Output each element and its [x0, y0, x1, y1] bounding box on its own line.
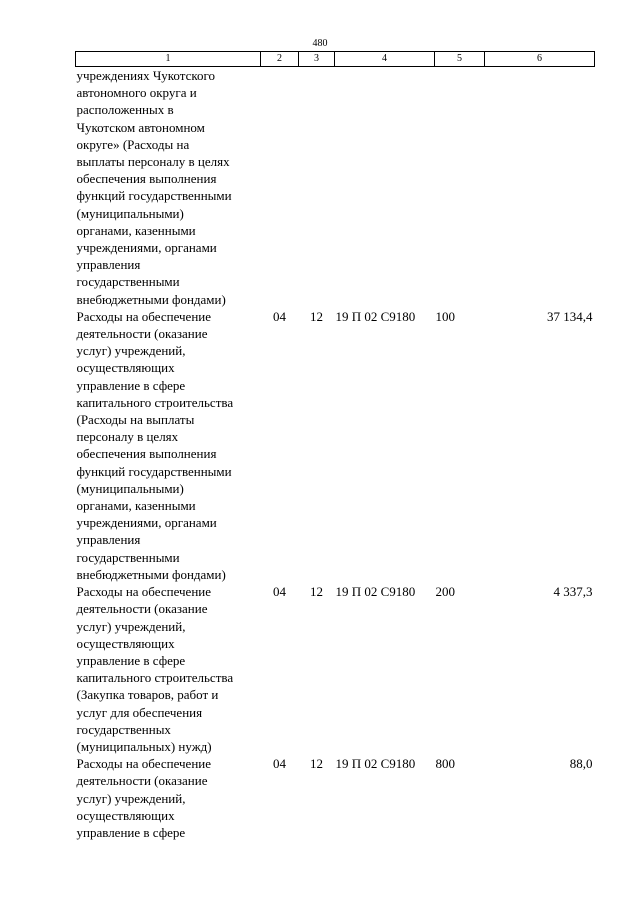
- description-line: осуществляющих: [76, 807, 175, 823]
- header-col-5: 5: [435, 52, 485, 67]
- description-line: управление в сфере: [76, 377, 186, 393]
- description-line: функций государственными: [76, 188, 232, 204]
- description-line: функций государственными: [76, 463, 232, 479]
- row-amount: 88,0: [569, 756, 593, 772]
- description-line: учреждениях Чукотского: [76, 68, 216, 83]
- description-line: услуг) учреждений,: [76, 343, 186, 359]
- description-line: деятельности (оказание: [76, 601, 208, 617]
- row-expense-type: 100: [435, 308, 455, 324]
- description-line: выплаты персоналу в целях: [76, 154, 230, 170]
- description-line: расположенных в: [76, 102, 174, 118]
- description-line: услуг для обеспечения: [76, 704, 203, 720]
- header-row: [76, 52, 595, 67]
- description-line: Расходы на обеспечение: [76, 308, 212, 324]
- description-line: (муниципальных) нужд): [76, 738, 212, 754]
- table-row: [76, 67, 595, 308]
- description-line: обеспечения выполнения: [76, 171, 217, 187]
- description-line: персоналу в целях: [76, 429, 179, 445]
- row-target-code: 19 П 02 С9180: [335, 584, 416, 600]
- description-line: деятельности (оказание: [76, 773, 208, 789]
- row-target-code: [335, 67, 435, 308]
- row-section: [261, 67, 299, 308]
- description-line: управление в сфере: [76, 652, 186, 668]
- description-line: государственными: [76, 549, 180, 565]
- row-expense-type: 800: [435, 756, 455, 772]
- description-line: округе» (Расходы на: [76, 136, 190, 152]
- description-line: обеспечения выполнения: [76, 446, 217, 462]
- table-body: [76, 67, 595, 842]
- description-line: внебюджетными фондами): [76, 291, 226, 307]
- table-row: [76, 755, 595, 841]
- description-line: Расходы на обеспечение: [76, 756, 212, 772]
- description-line: услуг) учреждений,: [76, 618, 186, 634]
- row-subsection: [299, 67, 335, 308]
- header-col-4: 4: [335, 52, 435, 67]
- table-row: [76, 308, 595, 583]
- row-target-code: 19 П 02 С9180: [335, 308, 416, 324]
- table-header: [76, 52, 595, 67]
- description-line: (муниципальными): [76, 205, 184, 221]
- description-line: внебюджетными фондами): [76, 566, 226, 582]
- description-line: (Закупка товаров, работ и: [76, 687, 219, 703]
- row-target-code: 19 П 02 С9180: [335, 756, 416, 772]
- description-line: государственных: [76, 721, 171, 737]
- description-line: государственными: [76, 274, 180, 290]
- page-number: 480: [312, 38, 328, 49]
- row-amount: 4 337,3: [553, 584, 593, 600]
- description-line: учреждениями, органами: [76, 240, 217, 256]
- row-expense-type: 200: [435, 584, 455, 600]
- header-col-2: 2: [261, 52, 299, 67]
- header-col-6: 6: [485, 52, 595, 67]
- description-line: капитального строительства: [76, 670, 234, 686]
- description-line: Расходы на обеспечение: [76, 584, 212, 600]
- description-line: деятельности (оказание: [76, 326, 208, 342]
- budget-table: [75, 51, 595, 841]
- table-row: [76, 583, 595, 755]
- description-line: услуг) учреждений,: [76, 790, 186, 806]
- row-subsection: 12: [310, 756, 323, 772]
- row-subsection: 12: [310, 584, 323, 600]
- row-description: [76, 308, 261, 583]
- row-expense-type: [435, 67, 485, 308]
- row-section: 04: [273, 584, 286, 600]
- description-line: управление в сфере: [76, 824, 186, 840]
- description-line: управления: [76, 257, 141, 273]
- header-col-3: 3: [299, 52, 335, 67]
- row-description: [76, 583, 261, 755]
- description-line: капитального строительства: [76, 394, 234, 410]
- description-line: (Расходы на выплаты: [76, 412, 195, 428]
- row-section: 04: [273, 308, 286, 324]
- description-line: осуществляющих: [76, 360, 175, 376]
- row-section: 04: [273, 756, 286, 772]
- description-line: автономного округа и: [76, 85, 197, 101]
- description-line: учреждениями, органами: [76, 515, 217, 531]
- description-line: (муниципальными): [76, 480, 184, 496]
- description-line: управления: [76, 532, 141, 548]
- description-line: осуществляющих: [76, 635, 175, 651]
- row-amount: [485, 67, 595, 308]
- header-col-1: 1: [76, 52, 261, 67]
- description-line: органами, казенными: [76, 498, 196, 514]
- row-amount: 37 134,4: [547, 308, 593, 324]
- row-subsection: 12: [310, 308, 323, 324]
- row-description: [76, 67, 261, 308]
- description-line: Чукотском автономном: [76, 119, 205, 135]
- description-line: органами, казенными: [76, 222, 196, 238]
- row-description: [76, 755, 261, 841]
